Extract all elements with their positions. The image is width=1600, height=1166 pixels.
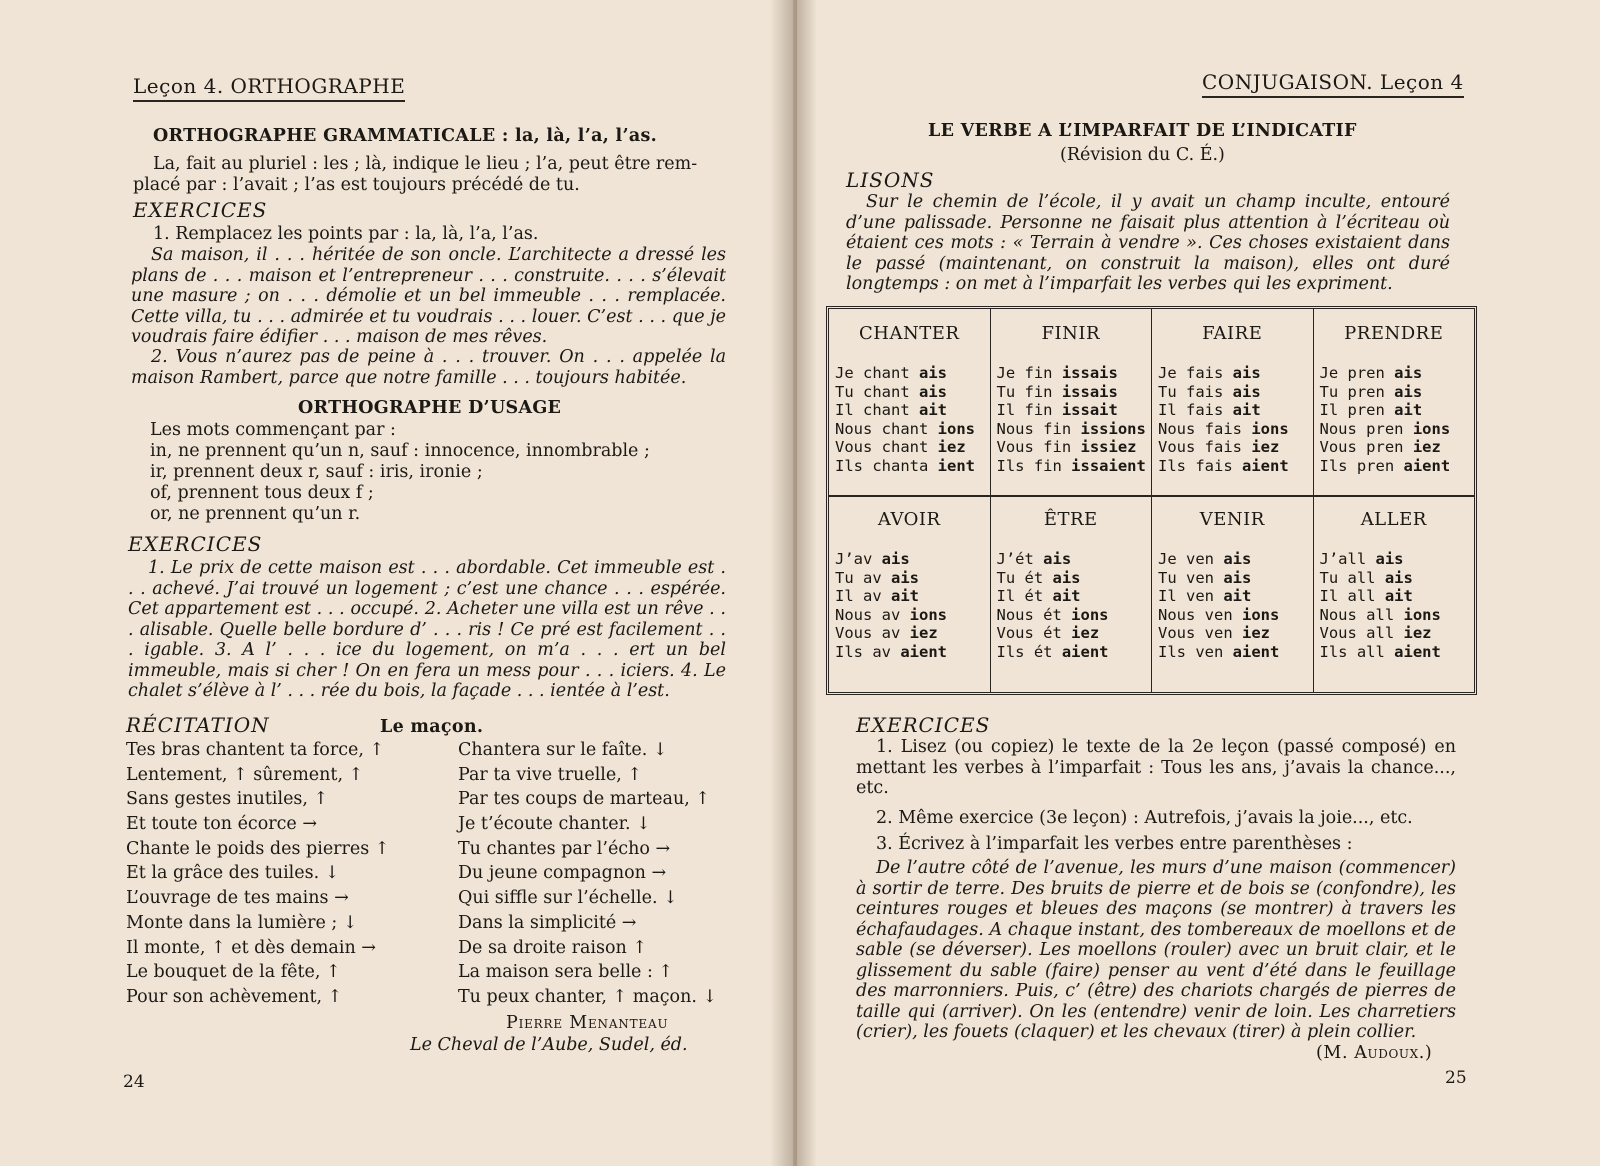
page-number-right: 25	[1445, 1068, 1467, 1088]
section-title-grammaticale: ORTHOGRAPHE GRAMMATICALE : la, là, l’a, l’as.	[153, 126, 658, 146]
conjugation-form	[997, 401, 1152, 420]
conjugation-form	[1158, 457, 1313, 476]
verb-stem: Nous pren	[1319, 419, 1413, 438]
poem-line: Dans la simplicité →	[458, 912, 637, 933]
verb-stem: Ils pren	[1319, 456, 1404, 475]
poem-column-1	[126, 738, 389, 1010]
conjugation-form	[1320, 606, 1475, 625]
poem-column-2	[458, 738, 717, 1010]
poem-title: Le maçon.	[380, 717, 484, 737]
verb-ending: ions	[1412, 419, 1451, 438]
verb-ending: aient	[900, 642, 947, 661]
conjugation-form	[1158, 624, 1313, 643]
verb-ending: iez	[1071, 624, 1100, 642]
conjugation-form	[835, 550, 990, 569]
conjugation-form	[1320, 624, 1475, 643]
verb-stem: Vous chant	[835, 438, 938, 456]
verb-stem: Nous fais	[1158, 419, 1252, 438]
conjugation-form	[997, 420, 1152, 439]
exercise-1-text: Sa maison, il . . . héritée de son oncle. L’architecte a dressé les plans de . . . maison et l’entrepreneur . . . construite. . . . s’élevait une masure ; on . . . démolie et un bel immeuble . . . remplacée. Cette villa, tu . . . admirée et tu voudrais . . . louer. C’est . . . que je voudrais faire édifier . . . maison de mes rêves.	[131, 245, 726, 347]
poem-line: Chantera sur le faîte. ↓	[458, 740, 668, 760]
conjugation-row-1	[829, 309, 1474, 497]
verb-ending: ait	[891, 587, 919, 605]
conjugation-form	[997, 364, 1152, 383]
verb-stem: Ils ét	[996, 642, 1062, 661]
verb-name: FAIRE	[1202, 323, 1263, 344]
usage-exercise-text: 1. Le prix de cette maison est . . . abordable. Cet immeuble est . . . achevé. J’ai trouvé un logement ; c’est une chance . . . espérée. Cet appartement est . . . occupé. 2. Acheter une villa est un rêve . . . alisable. Quelle belle bordure d’ . . . ris ! Ce pré est facilement . . . igable. 3. A l’ . . . ice du logement, on m’a . . . ert un bel immeuble, mais si cher ! On en fera un mess pour . . . iciers. 4. Le chalet s’élève à l’ . . . rée du bois, la façade . . . ientée à l’est.	[128, 558, 726, 701]
verb-stem: Nous av	[835, 605, 910, 624]
verb-ending: ais	[881, 550, 910, 568]
poem-line: Monte dans la lumière ; ↓	[126, 912, 358, 933]
verb-stem: Vous ét	[996, 624, 1072, 642]
verb-stem: Nous fin	[996, 419, 1081, 438]
verb-stem: Je pren	[1319, 364, 1395, 382]
right-exercise-3: 3. Écrivez à l’imparfait les verbes entre parenthèses :	[876, 834, 1353, 854]
conjugation-form	[835, 383, 990, 402]
verb-stem: Nous ét	[996, 605, 1072, 624]
conjugation-form	[997, 383, 1152, 402]
verb-stem: Je ven	[1158, 550, 1224, 568]
conjugation-form	[835, 457, 990, 476]
conjugation-form	[835, 569, 990, 588]
recitation-label: RÉCITATION	[126, 713, 270, 737]
verb-stem: Tu pren	[1319, 382, 1395, 401]
poem-line: Pour son achèvement, ↑	[126, 986, 343, 1007]
conjugation-row-2	[829, 495, 1474, 692]
conjugation-form	[1158, 606, 1313, 625]
verb-ending: ais	[1223, 550, 1252, 568]
exercices-heading-2: EXERCICES	[128, 532, 263, 556]
verb-ending: issaient	[1071, 456, 1146, 475]
verb-ending: aient	[1061, 642, 1109, 661]
verb-ending: ait	[1384, 587, 1413, 605]
left-page-header: Leçon 4. ORTHOGRAPHE	[133, 74, 405, 102]
conjugation-cell-venir	[1152, 495, 1314, 692]
verb-stem: Il av	[835, 587, 891, 605]
poem-line: Il monte, ↑ et dès demain →	[126, 937, 376, 958]
verb-ending: ient	[937, 456, 975, 475]
conjugation-form	[1158, 550, 1313, 569]
conjugation-form	[1158, 364, 1313, 383]
conjugation-cell-prendre	[1314, 309, 1475, 495]
verb-stem: Tu ét	[996, 568, 1053, 587]
poem-line: Le bouquet de la fête, ↑	[126, 962, 341, 983]
conjugation-form	[835, 364, 990, 383]
verb-name: AVOIR	[877, 509, 941, 530]
verb-stem: Vous fais	[1158, 438, 1252, 456]
conjugation-form	[1158, 587, 1313, 606]
poem-line: Tu chantes par l’écho →	[458, 838, 671, 859]
verb-ending: iez	[937, 438, 966, 456]
lesson-subtitle: (Révision du C. É.)	[1060, 145, 1225, 165]
verb-ending: ais	[1223, 568, 1252, 587]
verb-ending: ais	[1052, 568, 1081, 587]
verb-ending: iez	[1403, 624, 1432, 642]
verb-ending: ait	[1394, 401, 1423, 419]
verb-ending: issiez	[1080, 438, 1137, 456]
verb-stem: Il all	[1319, 587, 1385, 605]
verb-ending: ions	[909, 605, 947, 624]
conjugation-cell-finir	[991, 309, 1153, 495]
book-gutter-shadow	[770, 0, 797, 1166]
conjugation-cell-avoir	[829, 495, 991, 692]
verb-stem: Ils ven	[1158, 642, 1233, 661]
exercices-heading-1: EXERCICES	[133, 198, 268, 222]
verb-stem: Tu av	[835, 568, 891, 587]
rule-line-1: La, fait au pluriel : les ; là, indique le lieu ; l’a, peut être rem-	[153, 154, 698, 174]
verb-stem: J’av	[835, 550, 882, 568]
poem-line: La maison sera belle : ↑	[458, 962, 674, 983]
verb-ending: ions	[1403, 605, 1441, 624]
verb-ending: ions	[1242, 605, 1280, 624]
verb-ending: ais	[1043, 550, 1072, 568]
verb-stem: J’all	[1319, 550, 1376, 568]
verb-stem: Je fin	[996, 364, 1062, 382]
poem-line: L’ouvrage de tes mains →	[126, 888, 349, 909]
verb-ending: ais	[919, 364, 947, 382]
verb-stem: Ils fais	[1158, 456, 1242, 475]
conjugation-form	[997, 624, 1152, 643]
poem-line: Par ta vive truelle, ↑	[458, 764, 643, 785]
conjugation-form	[1320, 438, 1475, 457]
lesson-title: LE VERBE A L’IMPARFAIT DE L’INDICATIF	[928, 121, 1357, 141]
exercise-1-instruction: 1. Remplacez les points par : la, là, l’a, l’as.	[153, 224, 539, 244]
verb-stem: Il ven	[1158, 587, 1224, 605]
poem-line: Tu peux chanter, ↑ maçon. ↓	[458, 986, 718, 1007]
right-exercise-2: 2. Même exercice (3e leçon) : Autrefois, j’avais la joie..., etc.	[876, 808, 1413, 828]
verb-ending: iez	[1412, 438, 1441, 456]
verb-stem: Il ét	[996, 587, 1053, 605]
verb-stem: Ils av	[835, 642, 901, 661]
poem-line: Chante le poids des pierres ↑	[126, 838, 390, 859]
verb-stem: Tu ven	[1158, 568, 1224, 587]
rule-in: in, ne prennent qu’un n, sauf : innocence, innombrable ;	[150, 441, 650, 461]
conjugation-form	[835, 401, 990, 420]
conjugation-form	[997, 550, 1152, 569]
verb-ending: ais	[1384, 568, 1413, 587]
verb-stem: Ils all	[1319, 642, 1395, 661]
conjugation-form	[1158, 569, 1313, 588]
verb-name: PRENDRE	[1344, 323, 1444, 344]
conjugation-form	[997, 438, 1152, 457]
verb-name: CHANTER	[859, 323, 960, 344]
verb-stem: Tu fais	[1158, 382, 1233, 401]
verb-ending: issions	[1080, 419, 1146, 438]
rule-of: of, prennent tous deux f ;	[150, 483, 374, 503]
conjugation-table	[826, 306, 1477, 695]
verb-name: ALLER	[1360, 509, 1427, 530]
verb-stem: Nous all	[1319, 605, 1404, 624]
conjugation-form	[1320, 457, 1475, 476]
verb-ending: ais	[1232, 382, 1261, 401]
conjugation-form	[1320, 587, 1475, 606]
exercices-heading-right: EXERCICES	[856, 713, 991, 737]
right-page-header: CONJUGAISON. Leçon 4	[1202, 70, 1464, 98]
verb-name: ÊTRE	[1043, 509, 1098, 530]
poem-line: Du jeune compagnon →	[458, 863, 667, 884]
verb-ending: iez	[1242, 624, 1270, 642]
verb-ending: ais	[1394, 364, 1423, 382]
book-gutter-shadow-right	[797, 0, 817, 1166]
rule-or: or, ne prennent qu’un r.	[150, 504, 361, 524]
verb-ending: aient	[1242, 456, 1289, 475]
conjugation-form	[1320, 401, 1475, 420]
conjugation-form	[835, 606, 990, 625]
poem-line: De sa droite raison ↑	[458, 937, 647, 958]
poem-line: Par tes coups de marteau, ↑	[458, 789, 711, 810]
verb-stem: Vous pren	[1319, 438, 1413, 456]
conjugation-form	[997, 643, 1152, 662]
verb-ending: aient	[1403, 456, 1451, 475]
conjugation-cell-être	[991, 495, 1153, 692]
verb-stem: Nous chant	[835, 419, 938, 438]
verb-stem: Il pren	[1319, 401, 1395, 419]
conjugation-form	[1320, 550, 1475, 569]
poem-line: Et la grâce des tuiles. ↓	[126, 863, 340, 884]
rule-ir: ir, prennent deux r, sauf : iris, ironie ;	[150, 462, 483, 482]
conjugation-form	[1320, 569, 1475, 588]
verb-ending: ions	[1071, 605, 1109, 624]
conjugation-form	[1158, 401, 1313, 420]
verb-ending: ions	[937, 419, 975, 438]
conjugation-form	[997, 587, 1152, 606]
conjugation-form	[835, 420, 990, 439]
right-exercise-3-text: De l’autre côté de l’avenue, les murs d’une maison (commencer) à sortir de terre. Des bruits de pierre et de bois se (confondre), les ceintures rouges et bleues des maçons (se montrer) à travers les échafaudages. A chaque instant, des tombereaux de moellons et de sable (se déverser). Les moellons (rouler) avec un bruit clair, et le glissement du sable (faire) penser au vent d’été dans le feuillage des marronniers. Puis, c’ (être) des chariots chargés de pierres de taille qui (arriver). On les (entendre) venir de loin. Les charretiers (crier), les fouets (claquer) et les chevaux (tirer) à plein collier.	[856, 858, 1456, 1042]
right-exercise-1: 1. Lisez (ou copiez) le texte de la 2e leçon (passé composé) en mettant les verbes à l’imparfait : Tous les ans, j’avais la chance..., etc.	[856, 737, 1456, 798]
verb-stem: Il fin	[996, 401, 1062, 419]
left-page	[0, 0, 793, 1166]
verb-stem: Vous fin	[996, 438, 1081, 456]
verb-stem: Vous ven	[1158, 624, 1242, 642]
verb-stem: Vous all	[1319, 624, 1404, 642]
verb-ending: issais	[1061, 364, 1118, 382]
conjugation-form	[1320, 383, 1475, 402]
conjugation-form	[1320, 364, 1475, 383]
verb-stem: Je fais	[1158, 364, 1233, 382]
conjugation-form	[997, 569, 1152, 588]
rule-line-2: placé par : l’avait ; l’as est toujours précédé de tu.	[133, 175, 580, 195]
conjugation-cell-aller	[1314, 495, 1475, 692]
verb-ending: ais	[919, 382, 947, 401]
verb-ending: ait	[919, 401, 947, 419]
verb-ending: aient	[1394, 642, 1441, 661]
conjugation-form	[1158, 438, 1313, 457]
verb-ending: ais	[1232, 364, 1261, 382]
verb-stem: Tu chant	[835, 382, 919, 401]
verb-ending: ait	[1052, 587, 1081, 605]
conjugation-cell-chanter	[829, 309, 991, 495]
exercise-2-text: 2. Vous n’aurez pas de peine à . . . trouver. On . . . appelée la maison Rambert, parce que notre famille . . . toujours habitée.	[131, 347, 726, 388]
poem-line: Lentement, ↑ sûrement, ↑	[126, 764, 364, 785]
verb-ending: ions	[1251, 419, 1289, 438]
verb-stem: Vous av	[835, 624, 910, 642]
conjugation-form	[835, 438, 990, 457]
poem-author: Pierre Menanteau	[506, 1013, 669, 1033]
verb-stem: Il fais	[1158, 401, 1233, 419]
conjugation-form	[1320, 643, 1475, 662]
conjugation-form	[835, 643, 990, 662]
section-title-usage: ORTHOGRAPHE D’USAGE	[298, 398, 562, 418]
poem-source: Le Cheval de l’Aube, Sudel, éd.	[410, 1035, 688, 1055]
poem-line: Et toute ton écorce →	[126, 814, 318, 835]
conjugation-form	[1320, 420, 1475, 439]
lisons-text: Sur le chemin de l’école, il y avait un champ inculte, entouré d’une palissade. Personne ne faisait plus attention à l’écriteau où étaient ces mots : « Terrain à vendre ». Ces choses existaient dans le passé (maintenant, on construit la maison), elles ont duré longtemps : on met à l’imparfait les verbes qui les expriment.	[846, 192, 1450, 294]
conjugation-form	[835, 587, 990, 606]
conjugation-form	[1158, 643, 1313, 662]
verb-stem: Je chant	[835, 364, 919, 382]
verb-ending: ait	[1223, 587, 1252, 605]
verb-stem: Tu fin	[996, 382, 1062, 401]
verb-stem: Nous ven	[1158, 605, 1242, 624]
verb-stem: Ils fin	[996, 456, 1072, 475]
lisons-label: LISONS	[846, 168, 935, 192]
poem-line: Qui siffle sur l’échelle. ↓	[458, 888, 678, 909]
verb-ending: ais	[1394, 382, 1423, 401]
usage-intro: Les mots commençant par :	[150, 420, 396, 440]
verb-ending: ais	[1375, 550, 1404, 568]
poem-line: Sans gestes inutiles, ↑	[126, 789, 329, 810]
exercise-author: (M. Audoux.)	[1316, 1043, 1433, 1063]
verb-stem: Ils chanta	[835, 456, 938, 475]
conjugation-form	[1158, 383, 1313, 402]
poem-line: Je t’écoute chanter. ↓	[458, 814, 651, 835]
verb-ending: issais	[1061, 382, 1118, 401]
verb-ending: iez	[909, 624, 938, 642]
conjugation-form	[997, 606, 1152, 625]
poem-line: Tes bras chantent ta force, ↑	[126, 740, 385, 760]
verb-ending: ait	[1232, 401, 1261, 419]
verb-ending: ais	[891, 568, 919, 587]
page-number-left: 24	[123, 1072, 145, 1092]
conjugation-form	[1158, 420, 1313, 439]
verb-stem: J’ét	[996, 550, 1044, 568]
conjugation-cell-faire	[1152, 309, 1314, 495]
verb-stem: Il chant	[835, 401, 919, 419]
verb-ending: aient	[1232, 642, 1280, 661]
conjugation-form	[997, 457, 1152, 476]
verb-ending: iez	[1251, 438, 1280, 456]
verb-ending: issait	[1061, 401, 1118, 419]
conjugation-form	[835, 624, 990, 643]
verb-name: VENIR	[1199, 509, 1265, 530]
verb-stem: Tu all	[1319, 568, 1385, 587]
verb-name: FINIR	[1041, 323, 1100, 344]
